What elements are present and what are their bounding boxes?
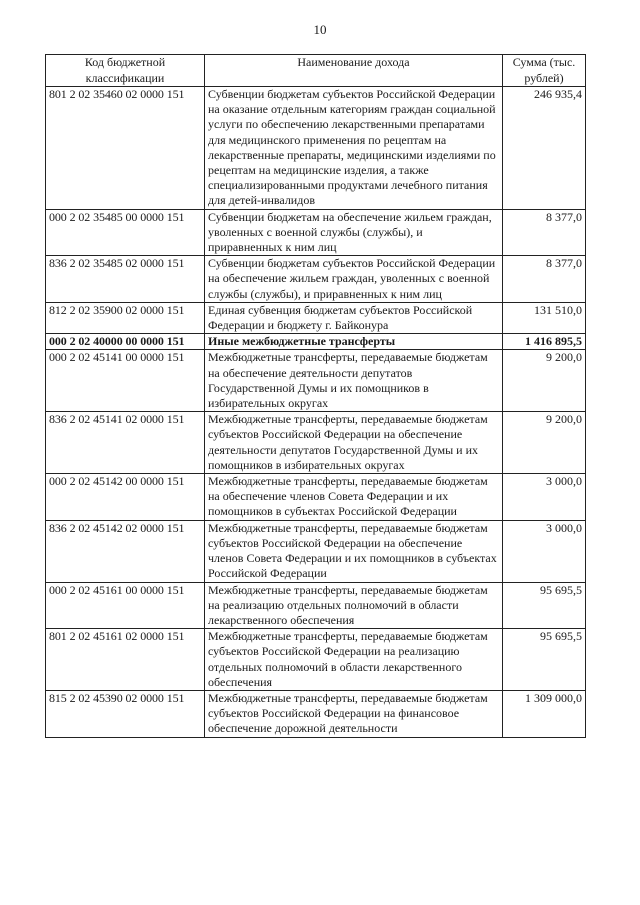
cell-name: Межбюджетные трансферты, передаваемые бюджетам на обеспечение членов Совета Федерации и их помощников в субъектах Российской Федерации: [205, 474, 503, 521]
table-row: [46, 690, 586, 737]
cell-code: 000 2 02 40000 00 0000 151: [46, 334, 205, 350]
cell-name: Межбюджетные трансферты, передаваемые бюджетам субъектов Российской Федерации на обеспечение деятельности депутатов Государственной Думы и их помощников в избирательных округах: [205, 412, 503, 474]
table-row: [46, 209, 586, 256]
table-body: [46, 87, 586, 738]
cell-code: 836 2 02 45142 02 0000 151: [46, 520, 205, 582]
table-row: [46, 474, 586, 521]
page-number: 10: [313, 22, 327, 37]
cell-code: 000 2 02 45142 00 0000 151: [46, 474, 205, 521]
cell-name: Иные межбюджетные трансферты: [205, 334, 503, 350]
cell-code: 815 2 02 45390 02 0000 151: [46, 690, 205, 737]
cell-name: Субвенции бюджетам на обеспечение жильем граждан, уволенных с военной службы (службы), и приравненных к ним лиц: [205, 209, 503, 256]
table-row: [46, 334, 586, 350]
header-code: Код бюджетной классификации: [46, 55, 205, 87]
table-header-row: [46, 55, 586, 87]
table-row: [46, 629, 586, 691]
cell-name: Межбюджетные трансферты, передаваемые бюджетам на обеспечение деятельности депутатов Государственной Думы и их помощников в избирательных округах: [205, 350, 503, 412]
cell-sum: 8 377,0: [503, 209, 586, 256]
cell-code: 836 2 02 45141 02 0000 151: [46, 412, 205, 474]
table-row: [46, 582, 586, 629]
cell-name: Субвенции бюджетам субъектов Российской Федерации на обеспечение жильем граждан, уволенных с военной службы (службы), и приравненных к ним лиц: [205, 256, 503, 303]
table-row: [46, 412, 586, 474]
cell-code: 000 2 02 45141 00 0000 151: [46, 350, 205, 412]
cell-sum: 3 000,0: [503, 520, 586, 582]
cell-sum: 131 510,0: [503, 302, 586, 333]
cell-name: Межбюджетные трансферты, передаваемые бюджетам субъектов Российской Федерации на обеспечение членов Совета Федерации и их помощников в субъектах Российской Федерации: [205, 520, 503, 582]
cell-sum: 9 200,0: [503, 412, 586, 474]
cell-sum: 9 200,0: [503, 350, 586, 412]
cell-sum: 1 309 000,0: [503, 690, 586, 737]
table-row: [46, 87, 586, 210]
cell-sum: 95 695,5: [503, 582, 586, 629]
cell-name: Межбюджетные трансферты, передаваемые бюджетам на реализацию отдельных полномочий в области лекарственного обеспечения: [205, 582, 503, 629]
cell-code: 801 2 02 45161 02 0000 151: [46, 629, 205, 691]
header-sum: Сумма (тыс. рублей): [503, 55, 586, 87]
cell-sum: 8 377,0: [503, 256, 586, 303]
cell-code: 801 2 02 35460 02 0000 151: [46, 87, 205, 210]
revenue-table: [45, 54, 586, 738]
cell-sum: 246 935,4: [503, 87, 586, 210]
header-name: Наименование дохода: [205, 55, 503, 87]
cell-name: Субвенции бюджетам субъектов Российской Федерации на оказание отдельным категориям граждан социальной услуги по обеспечению лекарственными препаратами для медицинского применения по рецептам на лекарственные препараты, медицинскими изделиями по рецептам на медицинские изделия, а также специализированными продуктами лечебного питания для детей-инвалидов: [205, 87, 503, 210]
cell-code: 836 2 02 35485 02 0000 151: [46, 256, 205, 303]
cell-sum: 3 000,0: [503, 474, 586, 521]
cell-name: Единая субвенция бюджетам субъектов Российской Федерации и бюджету г. Байконура: [205, 302, 503, 333]
table-row: [46, 520, 586, 582]
cell-sum: 1 416 895,5: [503, 334, 586, 350]
table-row: [46, 302, 586, 333]
cell-name: Межбюджетные трансферты, передаваемые бюджетам субъектов Российской Федерации на реализацию отдельных полномочий в области лекарственного обеспечения: [205, 629, 503, 691]
table-row: [46, 256, 586, 303]
cell-code: 812 2 02 35900 02 0000 151: [46, 302, 205, 333]
table-row: [46, 350, 586, 412]
cell-sum: 95 695,5: [503, 629, 586, 691]
cell-code: 000 2 02 35485 00 0000 151: [46, 209, 205, 256]
cell-code: 000 2 02 45161 00 0000 151: [46, 582, 205, 629]
cell-name: Межбюджетные трансферты, передаваемые бюджетам субъектов Российской Федерации на финансовое обеспечение дорожной деятельности: [205, 690, 503, 737]
